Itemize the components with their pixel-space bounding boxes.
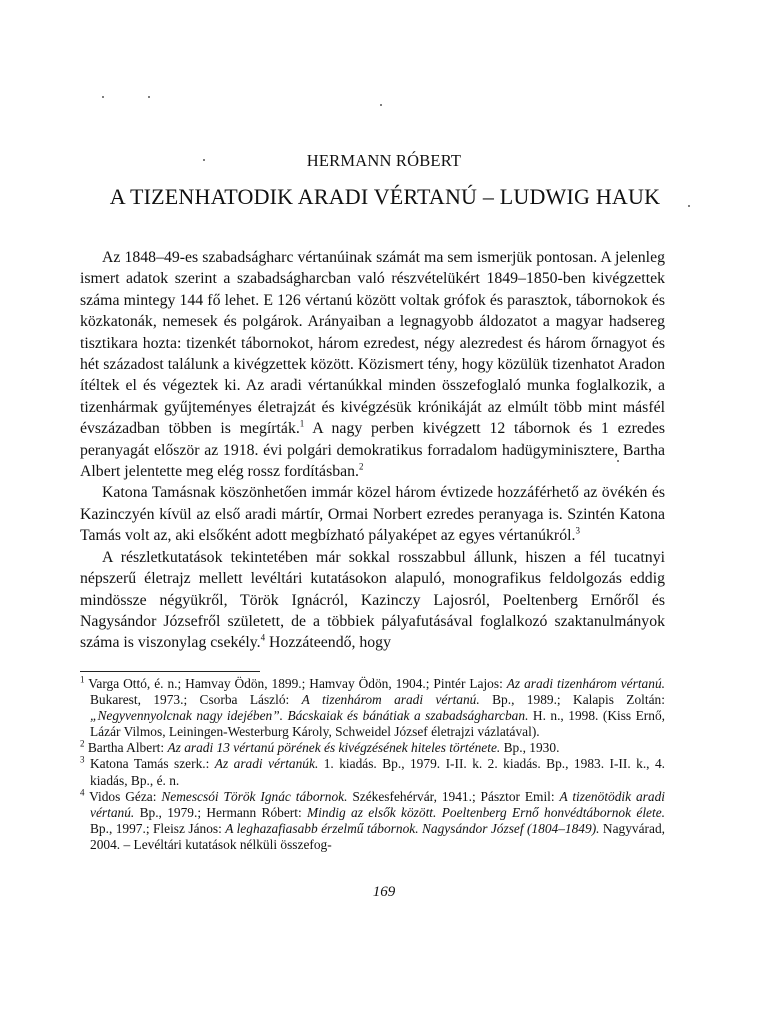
footnote-text: 1. kiadás. Bp., 1979. I-II. k. 2. kiadás. Bp., 1983. I-II. k., 4. kiadás, Bp., é. n.	[90, 756, 666, 788]
footnote-text: H. n., 1998. (Kiss Ernő, Lázár Vilmos, Leiningen-Westerburg Károly, Schweidel József életrajzi vázlatával).	[90, 708, 665, 740]
footnote-text: Bartha Albert:	[87, 740, 168, 756]
footnote-divider	[80, 671, 260, 672]
footnote-text: Bp., 1979.; Hermann Róbert:	[134, 804, 307, 820]
scan-speck	[148, 96, 150, 98]
footnote-work-title: Mindig az elsők között. Poeltenberg Ernő honvédtábornok élete.	[307, 804, 665, 820]
footnote-text: Bukarest, 1973.; Csorba László:	[90, 692, 302, 708]
article-title: A TIZENHATODIK ARADI VÉRTANÚ – LUDWIG HAUK	[109, 184, 661, 209]
footnote-mark: 3	[80, 755, 85, 765]
body-text	[80, 247, 665, 654]
scan-speck	[380, 104, 382, 106]
footnote-work-title: Az aradi vértanúk.	[214, 756, 319, 772]
paragraph-2	[80, 482, 665, 546]
paragraph-1	[80, 247, 665, 482]
paragraph-1-text-cont: A nagy perben kivégzett 12 tábornok és 1 ezredes peranyagát először az 1918. évi polgári demokratikus forradalom hadügyminisztere, Bartha Albert jelentette meg elég rossz fordításban.	[80, 420, 665, 481]
footnote-1	[80, 676, 665, 740]
footnote-3	[80, 756, 665, 788]
footnotes	[80, 676, 665, 853]
paragraph-2-text: Katona Tamásnak köszönhetően immár közel három évtizede hozzáférhető az övékén és Kazinczyén kívül az első aradi mártír, Ormai Norbert ezredes peranyaga is. Szintén Katona Tamás volt az, aki elsőként adott megbízható pályaképet az egyes vértanúkról.	[80, 484, 665, 545]
footnote-work-title: Nemescsói Török Ignác tábornok.	[161, 788, 348, 804]
footnote-4	[80, 789, 665, 853]
footnote-text: Varga Ottó, é. n.; Hamvay Ödön, 1899.; Hamvay Ödön, 1904.; Pintér Lajos:	[88, 676, 507, 691]
footnote-text: Bp., 1989.; Kalapis Zoltán:	[479, 692, 665, 708]
footnote-mark: 1	[80, 674, 85, 685]
footnote-work-title: A tizenhárom aradi vértanú.	[301, 692, 480, 708]
footnote-mark: 2	[80, 738, 85, 749]
footnote-text: Katona Tamás szerk.:	[89, 756, 215, 772]
footnote-text: Bp., 1997.; Fleisz János:	[90, 820, 226, 836]
footnote-ref[interactable]: 4	[260, 633, 266, 644]
footnote-text: Székesfehérvár, 1941.; Pásztor Emil:	[347, 788, 560, 804]
author-name: HERMANN RÓBERT	[306, 151, 462, 170]
footnote-mark: 4	[80, 787, 85, 798]
footnote-work-title: Az aradi 13 vértanú pörének és kivégzésének hiteles története.	[167, 740, 501, 756]
footnote-text: Bp., 1930.	[500, 740, 560, 756]
footnote-work-title: A leghazafiasabb érzelmű tábornok. Nagysándor József (1804–1849).	[225, 820, 600, 836]
footnote-ref[interactable]: 2	[358, 461, 364, 472]
paragraph-1-text: Az 1848–49-es szabadságharc vértanúinak számát ma sem ismerjük pontosan. A jelenleg ismert adatok szerint a szabadságharcban való részvételükért 1849–1850-ben kivégzettek száma mintegy 144 fő lehet. E 126 vértanú között voltak grófok és parasztok, tábornokok és közkatonák, nemesek és polgárok. Arányaiban a legnagyobb áldozatot a magyar hadsereg tisztikara hozta: tizenkét tábornokot, három ezredest, négy alezredest és három őrnagyot és hét századost találunk a kivégzettek között. Közismert tény, hogy közülük tizenhatot Aradon ítéltek el és végeztek ki. Az aradi vértanúkkal minden összefoglaló munka foglalkozik, a tizenhármak gyűjteményes életrajzát és kivégzésük krónikáját az elmúlt több mint másfél évszázadban többen is megírták.	[80, 249, 665, 438]
footnote-ref[interactable]: 3	[575, 526, 580, 537]
footnote-text: Nagyvárad, 2004. – Levéltári kutatások nélküli összefog-	[90, 820, 665, 852]
paragraph-3-text: A részletkutatások tekintetében már sokkal rosszabbul állunk, hiszen a fél tucatnyi népszerű életrajz mellett levéltári kutatásokon alapuló, monografikus feldolgozás eddig mindössze négyükről, Török Ignácról, Kazinczy Lajosról, Poeltenberg Ernőről és Nagysándor Józsefről született, de a többiek pályafutásával foglalkozó szaktanulmányok száma is viszonylag csekély.	[80, 548, 665, 652]
scan-speck	[102, 96, 104, 98]
paragraph-3-text-cont: Hozzáteendő, hogy	[265, 634, 391, 652]
footnote-2	[80, 740, 665, 756]
footnote-work-title: A tizenötödik aradi vértanú.	[90, 788, 666, 820]
paragraph-3	[80, 547, 665, 654]
footnote-text: Vidos Géza:	[89, 788, 162, 804]
footnote-ref[interactable]: 1	[299, 418, 305, 429]
page-number: 169	[372, 884, 396, 900]
footnote-work-title: „Negyvennyolcnak nagy idejében”. Bácskaiak és bánátiak a szabadságharcban.	[90, 708, 529, 724]
footnote-work-title: Az aradi tizenhárom vértanú.	[506, 676, 665, 691]
